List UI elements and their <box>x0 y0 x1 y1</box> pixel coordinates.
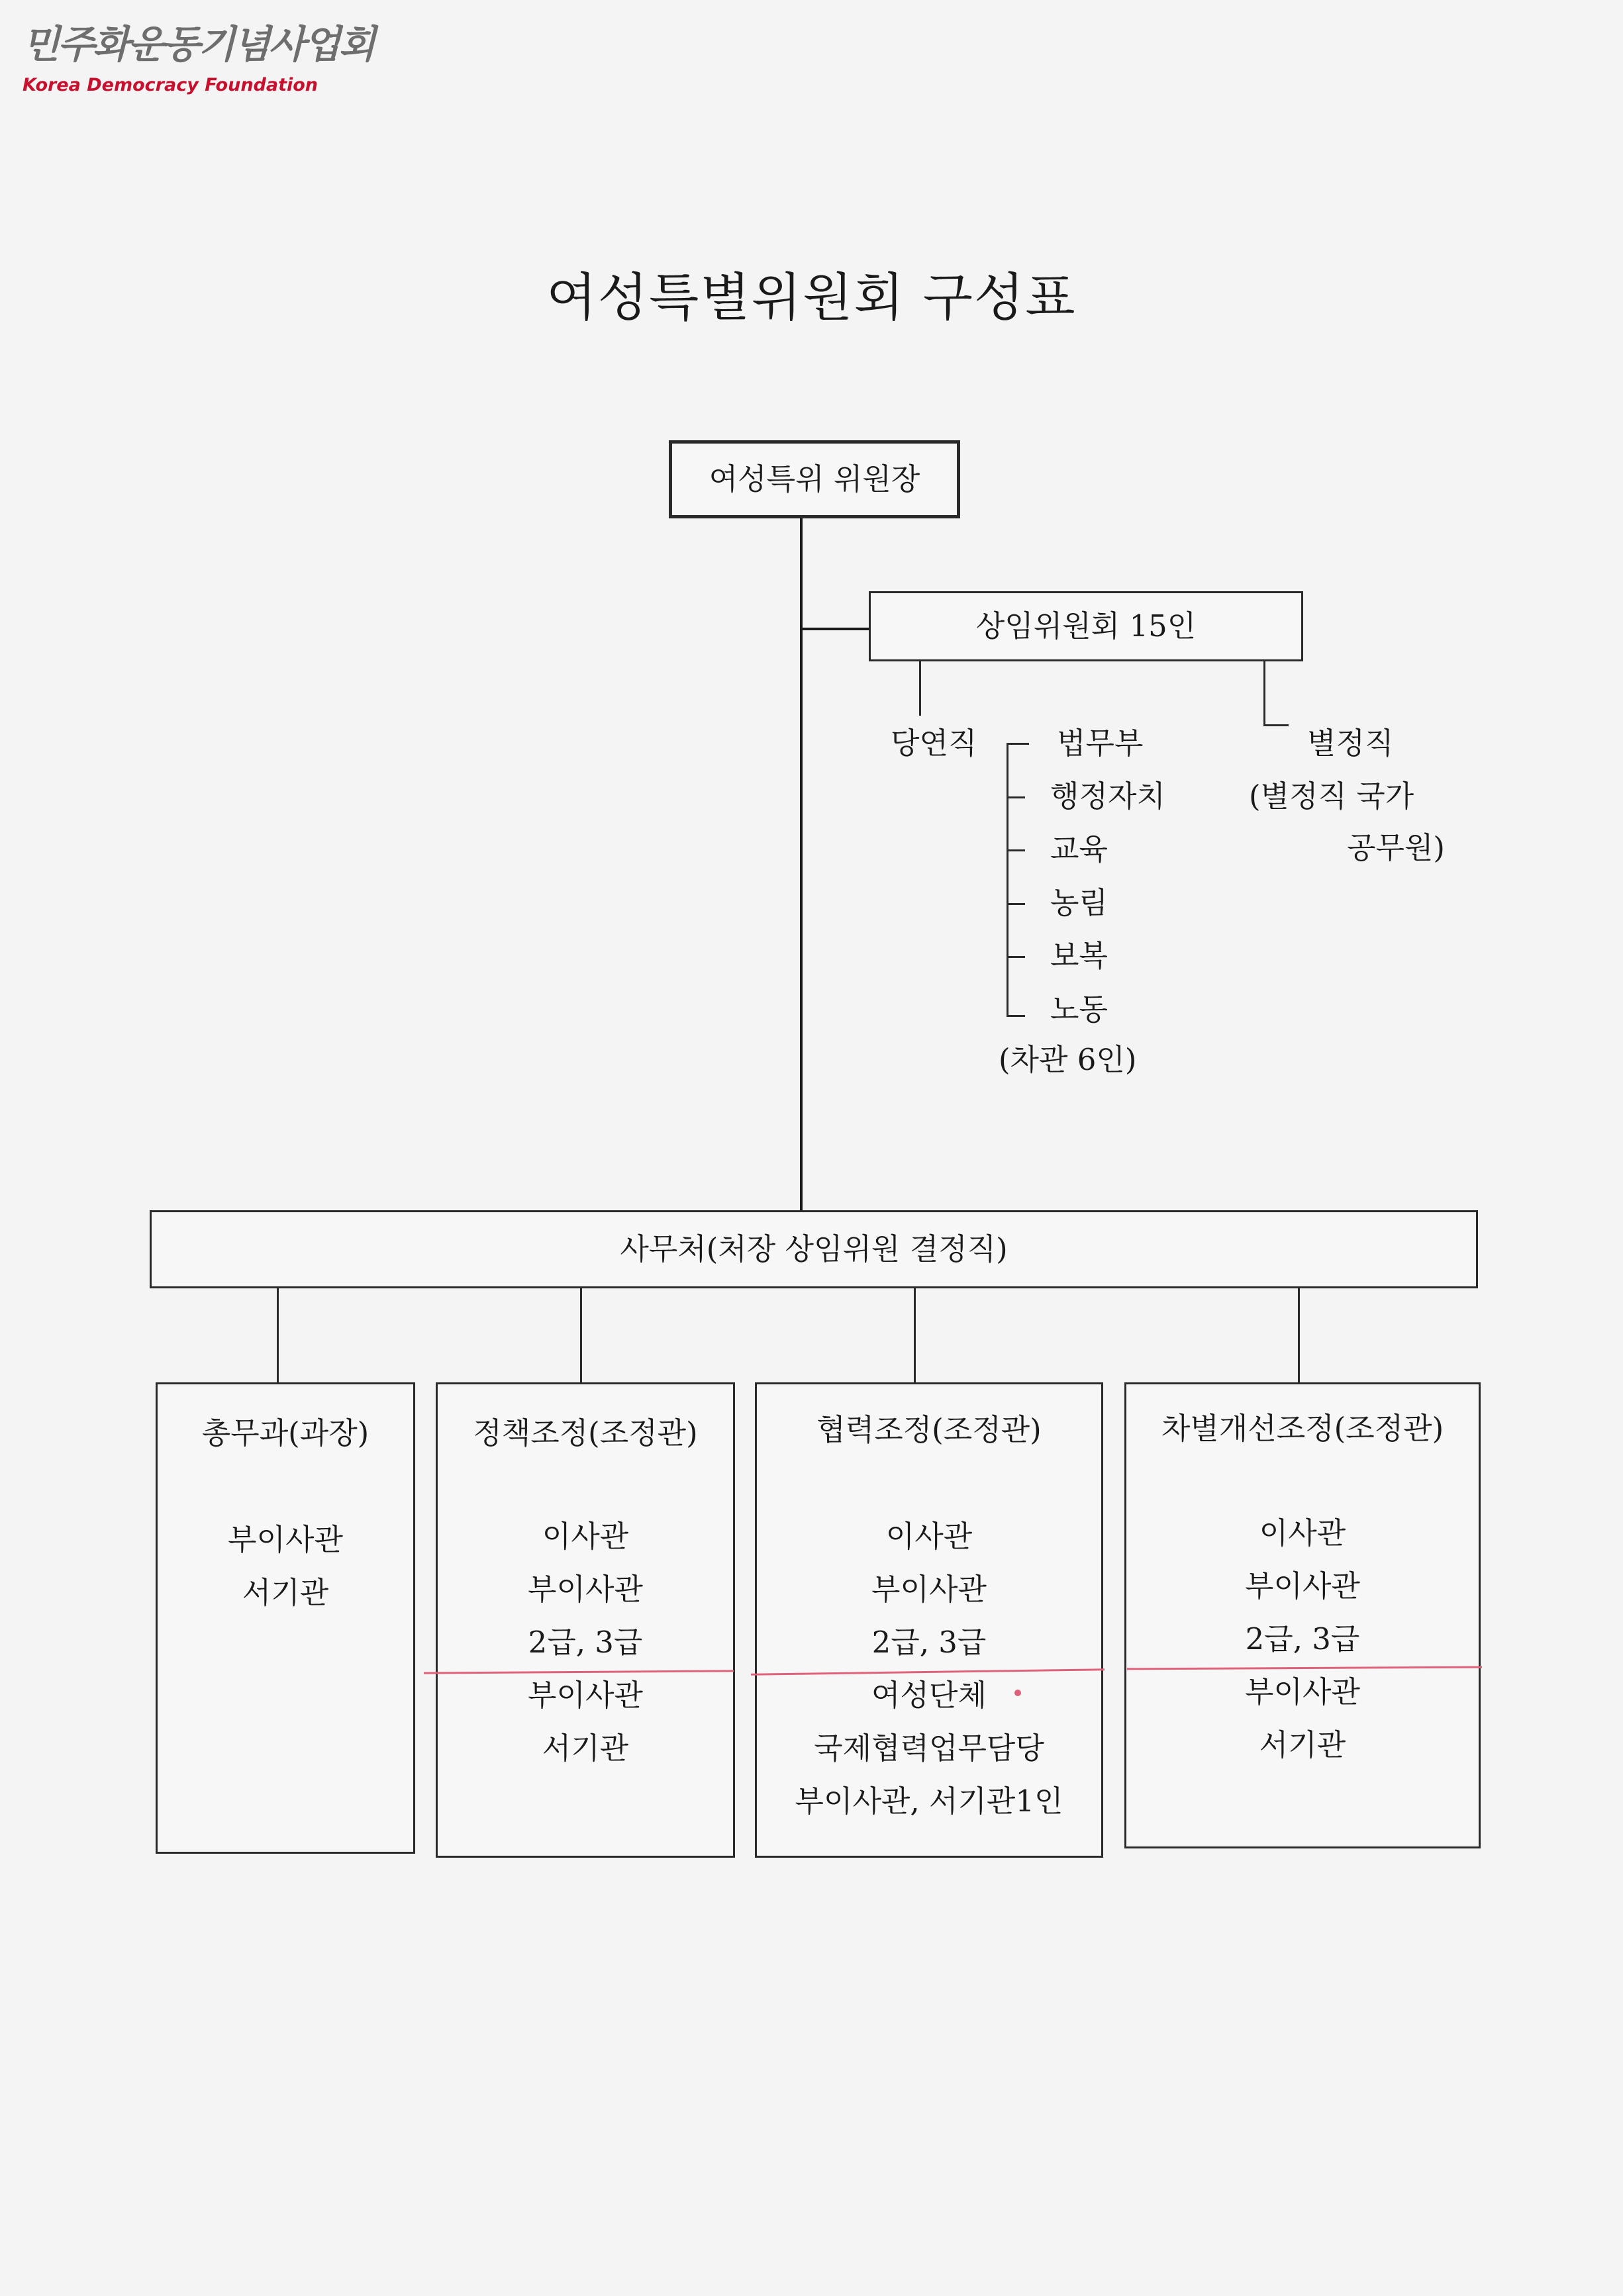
special-note-line2: 공무원) <box>1347 830 1445 865</box>
bracket-tick-4 <box>1007 903 1025 905</box>
department-item: 2급, 3급 <box>528 1625 643 1660</box>
dept-connector-1 <box>277 1288 279 1382</box>
ex-officio-label: 당연직 <box>891 726 977 761</box>
chair-label: 여성특위 위원장 <box>709 461 920 497</box>
ministry-item: 교육 <box>1050 832 1108 867</box>
chair-box <box>669 440 960 518</box>
department-item: 이사관 <box>542 1519 629 1554</box>
page-title: 여성특별위원회 구성표 <box>546 268 1077 328</box>
dept-connector-3 <box>914 1288 916 1382</box>
ministry-item: 법무부 <box>1057 726 1144 761</box>
department-item: 부이사관 <box>871 1572 987 1607</box>
red-annotation-dot <box>1014 1690 1021 1696</box>
department-item: 국제협력업무담당 <box>814 1731 1044 1766</box>
vice-minister-note: (차관 6인) <box>999 1042 1137 1077</box>
department-item: 부이사관, 서기관1인 <box>795 1784 1063 1819</box>
department-head: 차별개선조정(조정관) <box>1161 1411 1444 1446</box>
ministry-item: 행정자치 <box>1050 779 1165 814</box>
department-head: 총무과(과장) <box>201 1415 369 1451</box>
secretariat-label: 사무처(처장 상임위원 결정직) <box>620 1231 1008 1267</box>
department-item: 부이사관 <box>528 1572 643 1607</box>
special-connector <box>1263 661 1265 726</box>
bracket-tick-5 <box>1007 956 1025 958</box>
department-item: 여성단체 <box>871 1678 987 1713</box>
department-item: 2급, 3급 <box>1245 1621 1360 1656</box>
ex-officio-connector <box>919 661 921 716</box>
department-item: 서기관 <box>542 1731 629 1766</box>
ministry-item: 보복 <box>1050 938 1108 973</box>
main-trunk-line <box>800 518 803 1212</box>
dept-connector-4 <box>1298 1288 1300 1382</box>
special-connector-tick <box>1263 724 1289 726</box>
logo-english: Korea Democracy Foundation <box>23 75 319 95</box>
ministry-bracket <box>1007 743 1008 1017</box>
department-box-cooperation <box>755 1382 1103 1858</box>
department-item: 부이사관 <box>528 1678 643 1713</box>
committee-label: 상임위원회 15인 <box>975 608 1197 644</box>
bracket-tick-6 <box>1007 1015 1025 1017</box>
department-item: 이사관 <box>1259 1515 1346 1551</box>
special-label: 별정직 <box>1307 726 1394 761</box>
department-item: 이사관 <box>885 1519 973 1554</box>
department-head: 협력조정(조정관) <box>816 1412 1042 1447</box>
bracket-tick-2 <box>1007 796 1025 798</box>
bracket-tick-1 <box>1007 743 1029 745</box>
bracket-tick-3 <box>1007 849 1025 851</box>
ministry-item: 노동 <box>1050 992 1108 1027</box>
committee-connector <box>801 628 869 630</box>
department-item: 부이사관 <box>1245 1674 1360 1709</box>
secretariat-box <box>150 1210 1478 1288</box>
department-item: 서기관 <box>242 1575 329 1610</box>
department-box-discrimination <box>1124 1382 1481 1848</box>
special-note-line1: (별정직 국가 <box>1249 779 1414 814</box>
department-item: 서기관 <box>1259 1727 1346 1762</box>
logo-korean: 민주화운동기념사업회 <box>23 22 374 67</box>
committee-box <box>869 591 1303 661</box>
dept-connector-2 <box>580 1288 582 1382</box>
ministry-item: 농림 <box>1050 885 1108 920</box>
department-box-policy <box>436 1382 735 1858</box>
department-item: 2급, 3급 <box>871 1625 987 1660</box>
department-item: 부이사관 <box>1245 1568 1360 1603</box>
department-head: 정책조정(조정관) <box>473 1415 698 1451</box>
department-box-general-affairs <box>156 1382 415 1854</box>
department-item: 부이사관 <box>228 1522 343 1557</box>
